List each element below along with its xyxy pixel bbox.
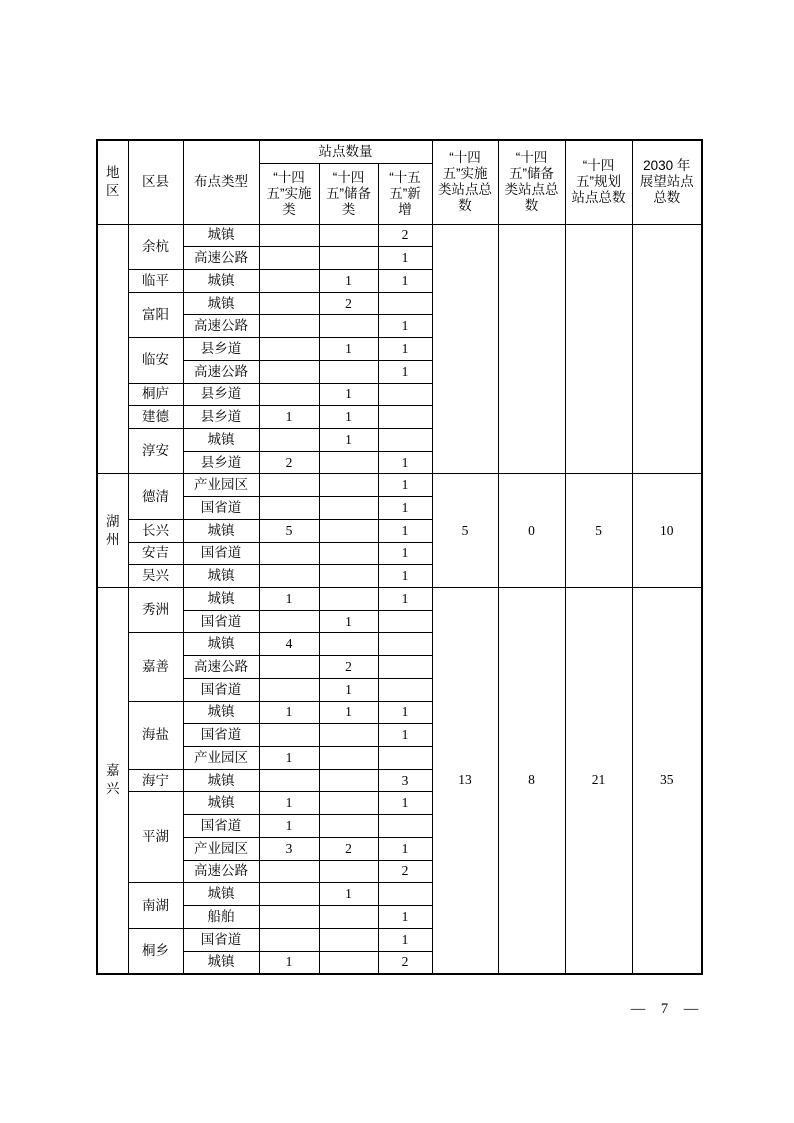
num-reserve-cell (319, 315, 378, 338)
num-reserve-cell: 2 (319, 292, 378, 315)
num-impl-cell (259, 428, 319, 451)
type-cell: 国省道 (183, 542, 259, 565)
header-type: 布点类型 (183, 140, 259, 224)
station-plan-table (96, 139, 703, 975)
header-count-group: 站点数量 (259, 140, 432, 163)
total-impl-cell: 13 (432, 588, 498, 974)
num-new-cell: 1 (378, 837, 432, 860)
type-cell: 城镇 (183, 633, 259, 656)
num-new-cell: 1 (378, 928, 432, 951)
num-impl-cell (259, 383, 319, 406)
header-region-label: 地区 (105, 165, 120, 199)
num-reserve-cell (319, 792, 378, 815)
type-cell: 高速公路 (183, 315, 259, 338)
num-reserve-cell (319, 906, 378, 929)
num-impl-cell (259, 497, 319, 520)
type-cell: 城镇 (183, 701, 259, 724)
district-cell: 德清 (128, 474, 183, 519)
num-impl-cell: 1 (259, 951, 319, 974)
num-new-cell (378, 815, 432, 838)
type-cell: 船舶 (183, 906, 259, 929)
num-reserve-cell (319, 815, 378, 838)
page-number: — 7 — (630, 1001, 700, 1017)
type-cell: 高速公路 (183, 860, 259, 883)
total-reserve-cell: 8 (498, 588, 565, 974)
header-total-impl: “十四五”实施类站点总数 (432, 140, 498, 224)
num-impl-cell: 1 (259, 815, 319, 838)
num-new-cell: 1 (378, 542, 432, 565)
total-plan-cell: 21 (565, 588, 632, 974)
num-impl-cell (259, 338, 319, 361)
num-reserve-cell (319, 928, 378, 951)
num-impl-cell (259, 360, 319, 383)
total-reserve-cell (498, 224, 565, 474)
type-cell: 产业园区 (183, 837, 259, 860)
num-new-cell (378, 678, 432, 701)
num-impl-cell (259, 883, 319, 906)
num-reserve-cell (319, 565, 378, 588)
num-impl-cell (259, 247, 319, 270)
type-cell: 产业园区 (183, 747, 259, 770)
num-reserve-cell (319, 247, 378, 270)
type-cell: 国省道 (183, 610, 259, 633)
num-impl-cell (259, 656, 319, 679)
num-reserve-cell (319, 474, 378, 497)
district-cell: 桐庐 (128, 383, 183, 406)
num-impl-cell (259, 565, 319, 588)
num-new-cell: 1 (378, 519, 432, 542)
district-cell: 嘉善 (128, 633, 183, 701)
num-new-cell: 1 (378, 269, 432, 292)
num-new-cell: 3 (378, 769, 432, 792)
district-cell: 平湖 (128, 792, 183, 883)
region-label: 嘉兴 (105, 763, 120, 797)
header-district: 区县 (128, 140, 183, 224)
num-reserve-cell: 1 (319, 428, 378, 451)
type-cell: 高速公路 (183, 247, 259, 270)
total-reserve-cell: 0 (498, 474, 565, 588)
district-cell: 临安 (128, 338, 183, 383)
district-cell: 临平 (128, 269, 183, 292)
district-cell: 吴兴 (128, 565, 183, 588)
num-new-cell: 1 (378, 338, 432, 361)
num-reserve-cell: 1 (319, 678, 378, 701)
num-reserve-cell (319, 747, 378, 770)
num-reserve-cell: 1 (319, 883, 378, 906)
num-reserve-cell (319, 497, 378, 520)
header-sub-reserve: “十四五”储备类 (319, 163, 378, 224)
num-new-cell: 1 (378, 247, 432, 270)
type-cell: 高速公路 (183, 360, 259, 383)
type-cell: 城镇 (183, 792, 259, 815)
num-new-cell: 2 (378, 951, 432, 974)
num-impl-cell (259, 474, 319, 497)
district-cell: 建德 (128, 406, 183, 429)
num-impl-cell: 5 (259, 519, 319, 542)
num-new-cell: 1 (378, 360, 432, 383)
table-body (97, 224, 702, 974)
table-row (97, 224, 702, 247)
type-cell: 国省道 (183, 724, 259, 747)
total-impl-cell (432, 224, 498, 474)
num-impl-cell (259, 928, 319, 951)
num-impl-cell: 2 (259, 451, 319, 474)
district-cell: 海宁 (128, 769, 183, 792)
district-cell: 长兴 (128, 519, 183, 542)
district-cell: 淳安 (128, 428, 183, 473)
num-impl-cell (259, 315, 319, 338)
type-cell: 城镇 (183, 951, 259, 974)
district-cell: 富阳 (128, 292, 183, 337)
num-new-cell: 1 (378, 588, 432, 611)
num-new-cell: 2 (378, 860, 432, 883)
num-new-cell (378, 656, 432, 679)
num-new-cell: 1 (378, 474, 432, 497)
num-new-cell: 1 (378, 565, 432, 588)
type-cell: 县乡道 (183, 383, 259, 406)
num-impl-cell: 3 (259, 837, 319, 860)
num-impl-cell (259, 678, 319, 701)
num-reserve-cell: 2 (319, 837, 378, 860)
type-cell: 产业园区 (183, 474, 259, 497)
table-row (97, 588, 702, 611)
district-cell: 海盐 (128, 701, 183, 769)
total-2030-cell: 35 (632, 588, 702, 974)
header-total-2030: 2030 年展望站点总数 (632, 140, 702, 224)
type-cell: 国省道 (183, 678, 259, 701)
type-cell: 城镇 (183, 292, 259, 315)
district-cell: 安吉 (128, 542, 183, 565)
num-impl-cell (259, 269, 319, 292)
num-new-cell (378, 428, 432, 451)
header-sub-new: “十五五”新增 (378, 163, 432, 224)
num-new-cell (378, 292, 432, 315)
num-reserve-cell (319, 451, 378, 474)
num-new-cell: 1 (378, 701, 432, 724)
type-cell: 县乡道 (183, 451, 259, 474)
num-reserve-cell (319, 769, 378, 792)
num-new-cell: 1 (378, 724, 432, 747)
num-reserve-cell: 1 (319, 383, 378, 406)
type-cell: 城镇 (183, 588, 259, 611)
type-cell: 城镇 (183, 224, 259, 247)
header-total-plan: “十四五”规划站点总数 (565, 140, 632, 224)
num-impl-cell (259, 860, 319, 883)
num-reserve-cell (319, 724, 378, 747)
type-cell: 城镇 (183, 428, 259, 451)
type-cell: 城镇 (183, 565, 259, 588)
num-impl-cell (259, 224, 319, 247)
num-impl-cell: 1 (259, 406, 319, 429)
region-cell (97, 224, 128, 474)
type-cell: 国省道 (183, 928, 259, 951)
type-cell: 国省道 (183, 497, 259, 520)
type-cell: 县乡道 (183, 406, 259, 429)
total-2030-cell: 10 (632, 474, 702, 588)
num-reserve-cell (319, 360, 378, 383)
num-impl-cell: 4 (259, 633, 319, 656)
num-new-cell (378, 747, 432, 770)
header-region (97, 140, 128, 224)
num-reserve-cell: 1 (319, 406, 378, 429)
num-impl-cell: 1 (259, 701, 319, 724)
district-cell: 南湖 (128, 883, 183, 928)
type-cell: 国省道 (183, 815, 259, 838)
num-impl-cell: 1 (259, 747, 319, 770)
region-cell (97, 588, 128, 974)
num-reserve-cell: 1 (319, 610, 378, 633)
num-new-cell (378, 610, 432, 633)
district-cell: 秀洲 (128, 588, 183, 633)
num-impl-cell (259, 769, 319, 792)
num-reserve-cell: 1 (319, 338, 378, 361)
header-total-reserve: “十四五”储备类站点总数 (498, 140, 565, 224)
type-cell: 城镇 (183, 769, 259, 792)
total-plan-cell (565, 224, 632, 474)
table-header (97, 140, 702, 224)
num-impl-cell (259, 610, 319, 633)
num-new-cell: 1 (378, 497, 432, 520)
total-2030-cell (632, 224, 702, 474)
num-new-cell (378, 406, 432, 429)
num-reserve-cell (319, 519, 378, 542)
num-reserve-cell (319, 542, 378, 565)
num-reserve-cell (319, 633, 378, 656)
num-new-cell: 1 (378, 315, 432, 338)
num-new-cell (378, 633, 432, 656)
num-new-cell: 1 (378, 906, 432, 929)
num-reserve-cell (319, 860, 378, 883)
num-impl-cell: 1 (259, 588, 319, 611)
district-cell: 余杭 (128, 224, 183, 269)
num-new-cell: 1 (378, 451, 432, 474)
num-reserve-cell (319, 224, 378, 247)
total-plan-cell: 5 (565, 474, 632, 588)
num-reserve-cell: 1 (319, 701, 378, 724)
num-impl-cell (259, 906, 319, 929)
num-reserve-cell: 1 (319, 269, 378, 292)
num-impl-cell (259, 724, 319, 747)
num-new-cell: 1 (378, 792, 432, 815)
district-cell: 桐乡 (128, 928, 183, 973)
num-reserve-cell: 2 (319, 656, 378, 679)
total-impl-cell: 5 (432, 474, 498, 588)
region-cell (97, 474, 128, 588)
num-impl-cell: 1 (259, 792, 319, 815)
num-reserve-cell (319, 951, 378, 974)
type-cell: 高速公路 (183, 656, 259, 679)
type-cell: 城镇 (183, 883, 259, 906)
table-row (97, 474, 702, 497)
num-reserve-cell (319, 588, 378, 611)
num-new-cell (378, 383, 432, 406)
num-new-cell: 2 (378, 224, 432, 247)
num-impl-cell (259, 542, 319, 565)
type-cell: 城镇 (183, 269, 259, 292)
header-sub-impl: “十四五”实施类 (259, 163, 319, 224)
num-impl-cell (259, 292, 319, 315)
num-new-cell (378, 883, 432, 906)
type-cell: 县乡道 (183, 338, 259, 361)
region-label: 湖州 (105, 513, 120, 547)
type-cell: 城镇 (183, 519, 259, 542)
